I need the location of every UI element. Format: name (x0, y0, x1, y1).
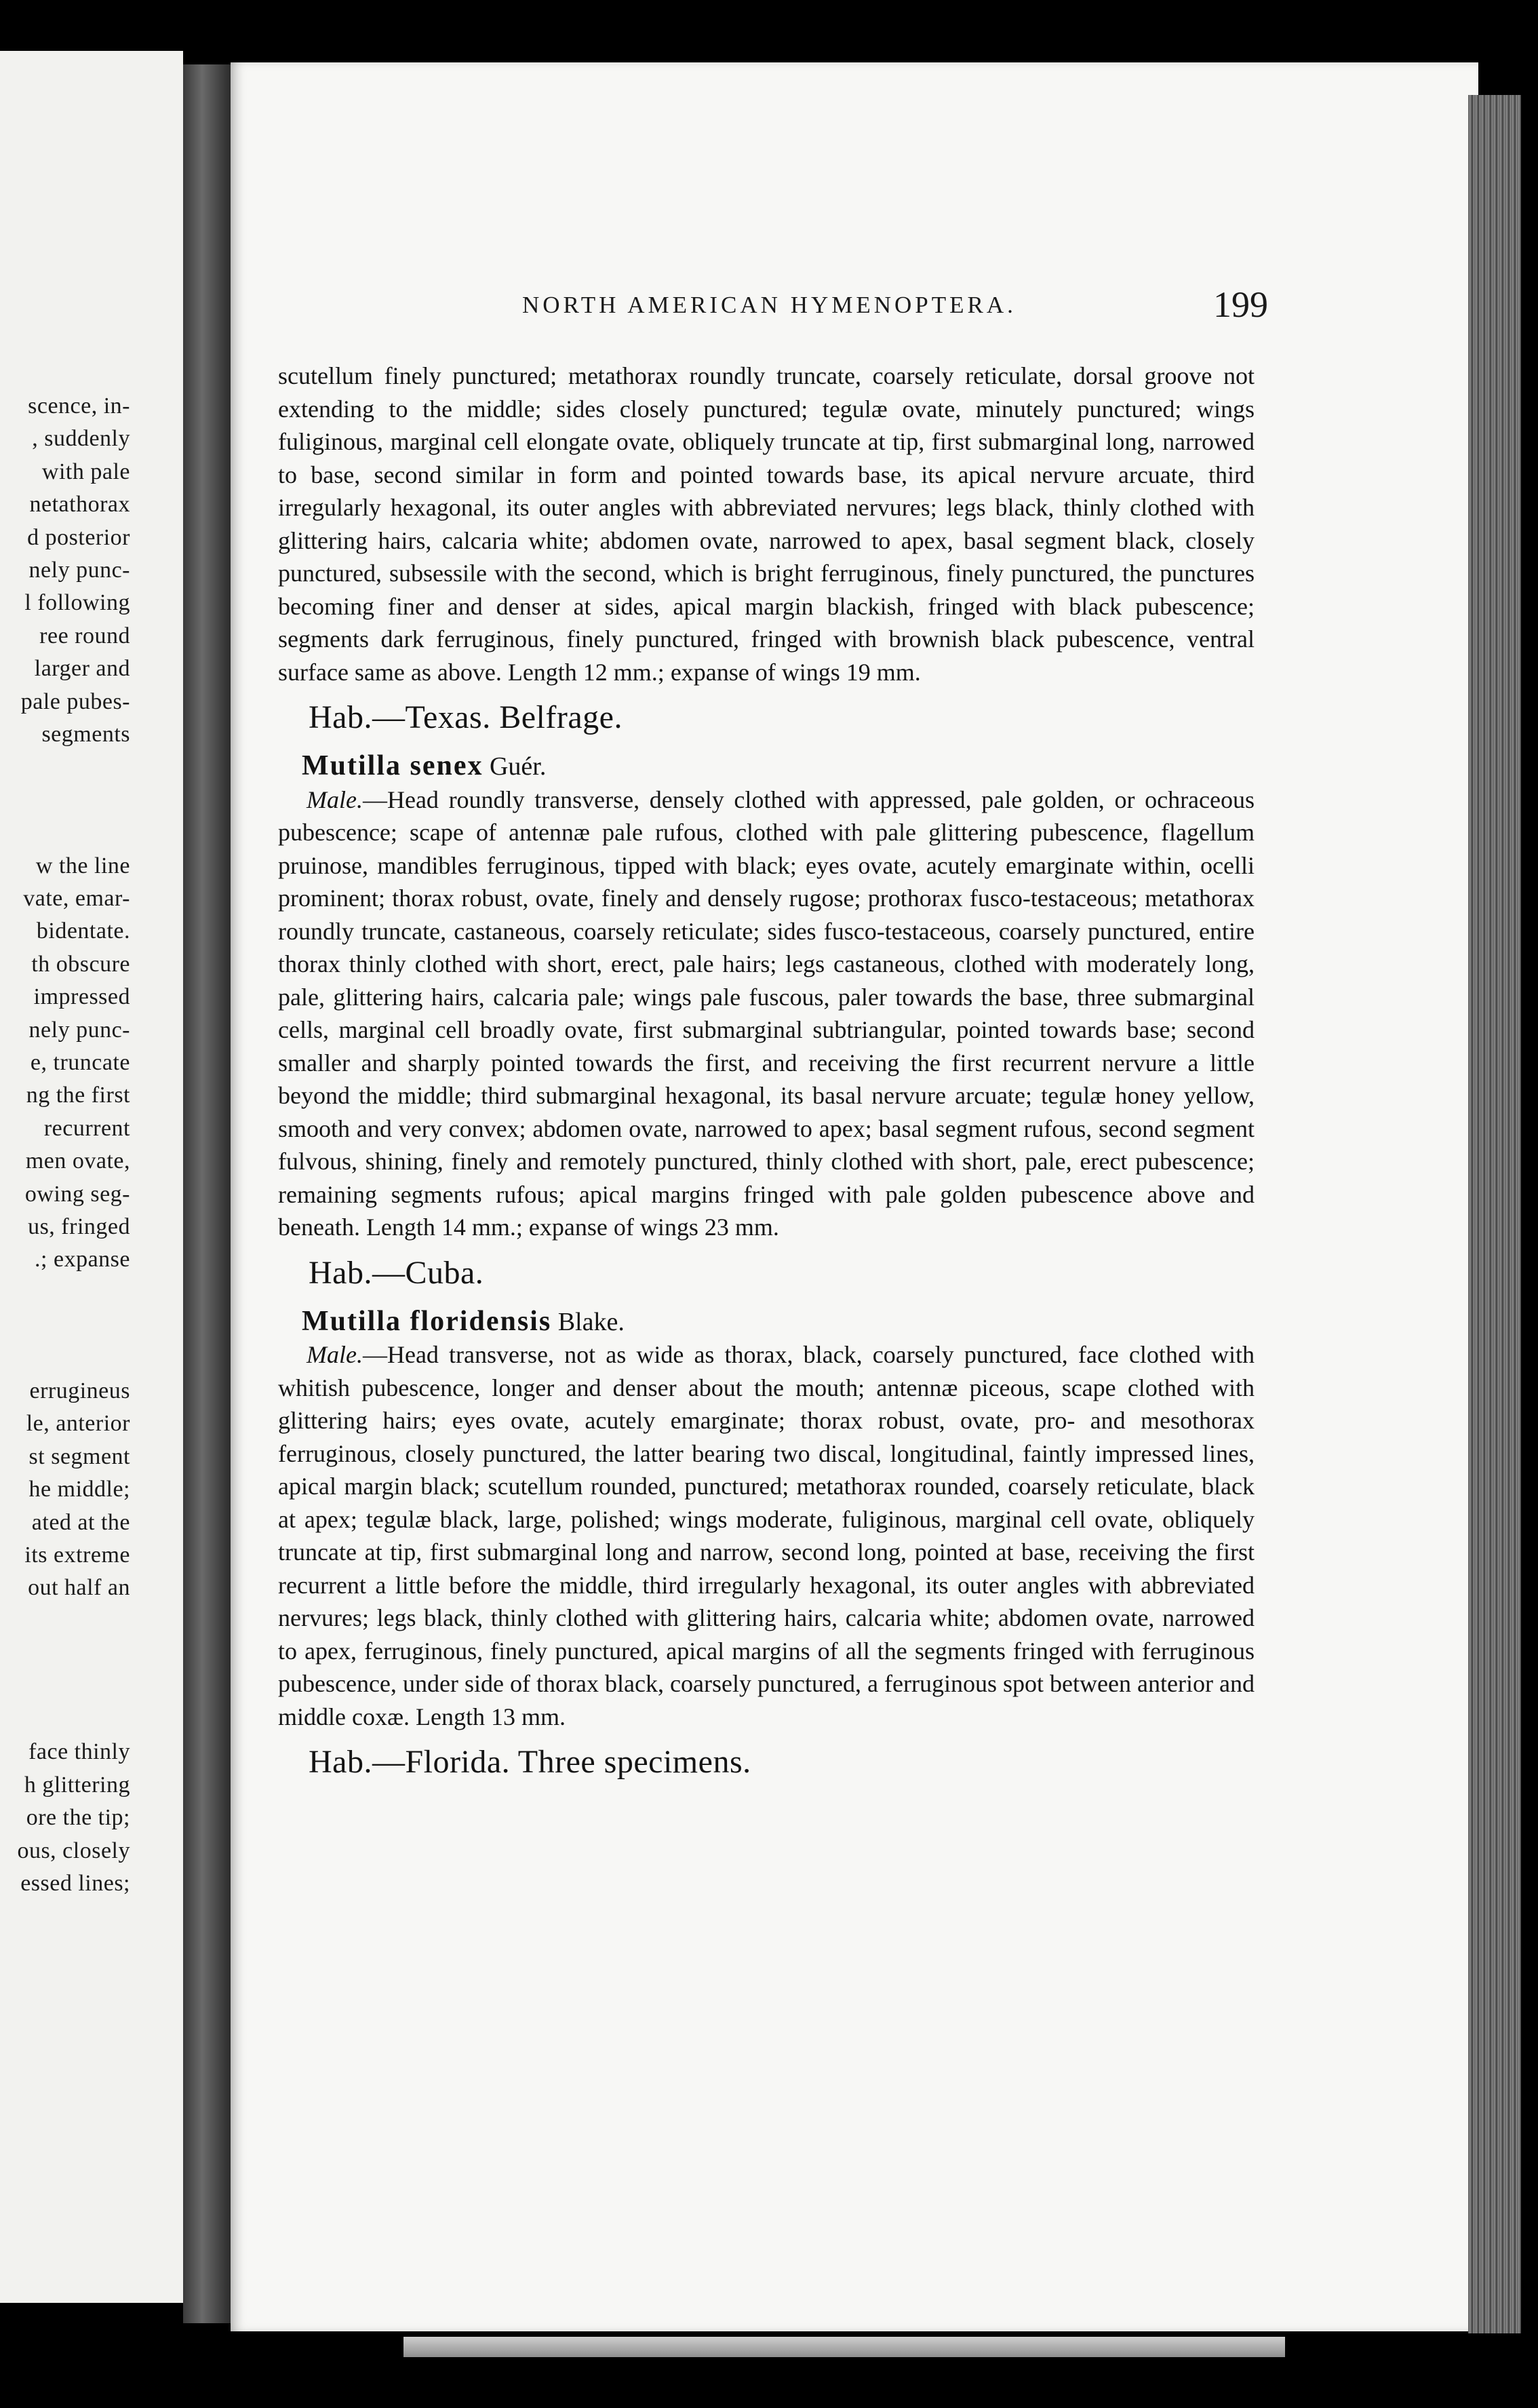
left-page-fragment: impressed (33, 984, 130, 1010)
gutter-shadow (183, 64, 231, 2323)
left-page-fragment: vate, emar- (23, 886, 130, 911)
left-page-fragment: men ovate, (25, 1148, 130, 1174)
left-page-fragment: its extreme (24, 1542, 130, 1568)
species-heading-senex (302, 750, 1255, 783)
species-description-senex (278, 783, 1255, 1244)
left-page-fragment: larger and (34, 656, 130, 682)
left-page-fragment: with pale (41, 459, 130, 484)
habitat-florida: Hab.—Florida. Three specimens. (309, 1744, 751, 1780)
left-page-fragment: .; expanse (35, 1247, 130, 1273)
left-page-fragment: netathorax (29, 492, 130, 518)
left-page-fragment: w the line (35, 853, 130, 878)
left-page-fragment: le, anterior (26, 1411, 130, 1437)
left-page-fragment: us, fringed (28, 1214, 130, 1239)
species-heading-floridensis (302, 1305, 1255, 1339)
sex-label: Male. (307, 785, 363, 813)
species-name: Mutilla floridensis (302, 1305, 552, 1337)
left-page-fragment: nely punc- (28, 1017, 130, 1043)
left-page-fragment: e, truncate (30, 1050, 130, 1075)
left-page-fragment: ree round (39, 623, 130, 648)
left-page-fragment: recurrent (43, 1115, 130, 1141)
continuation-paragraph: scutellum finely punctured; metathorax roundly truncate, coarsely reticulate, dorsal groove not extending to the middle; sides closely punctured; tegulæ ovate, minutely punctured; wings fuliginous, marginal cell elongate ovate, obliquely truncate at tip, first submarginal long, narrowed to base, second similar in form and pointed towards base, its apical nervure arcuate, third irregularly hexagonal, its outer angles with abbreviated nervures; legs black, thinly clothed with glittering hairs, calcaria white; abdomen ovate, narrowed to apex, basal segment black, closely punctured, subsessile with the second, which is bright ferruginous, finely punctured, the punctures becoming finer and denser at sides, apical margin blackish, fringed with black pubescence; segments dark ferruginous, finely punctured, fringed with brownish black pubescence, ventral surface same as above. Length 12 mm.; expanse of wings 19 mm. (278, 362, 1255, 686)
left-page-fragment: face thinly (28, 1739, 130, 1765)
left-page-fragment: , suddenly (32, 426, 130, 452)
species-author: Guér. (483, 752, 547, 781)
left-page-fragment: ore the tip; (26, 1805, 130, 1831)
page-edge (1468, 95, 1521, 2333)
left-page (0, 51, 183, 2303)
left-page-fragment: pale pubes- (20, 688, 130, 714)
left-page-fragment: out half an (28, 1575, 130, 1601)
running-head-title: NORTH AMERICAN HYMENOPTERA. (522, 292, 1017, 318)
habitat-cuba: Hab.—Cuba. (309, 1254, 484, 1291)
species-author: Blake. (551, 1307, 625, 1336)
left-page-fragment: ated at the (31, 1509, 130, 1535)
left-page-fragment: errugineus (29, 1378, 130, 1403)
left-page-fragment: th obscure (31, 951, 130, 977)
species-description-floridensis (278, 1338, 1255, 1733)
left-page-fragment: segments (41, 722, 130, 747)
sex-label: Male. (307, 1341, 363, 1368)
left-page-fragment: essed lines; (20, 1871, 130, 1896)
description-text: —Head transverse, not as wide as thorax, black, coarsely punctured, face clothed with whitish pubescence, longer and denser about the mouth; antennæ piceous, scape clothed with glittering hairs; eyes ovate, acutely emarginate; thorax robust, ovate, pro- and mesothorax ferruginous, closely punctured, the latter bearing two discal, longitudinal, faintly impressed lines, apical margin black; scutellum rounded, punctured; metathorax rounded, coarsely reticulate, black at apex; tegulæ black, large, polished; wings moderate, fuliginous, marginal cell ovate, obliquely truncate at tip, first submarginal long and narrow, second long, pointed at base, receiving the first recurrent a little before the middle, third irregularly hexagonal, its outer angles with abbreviated nervures; legs black, thinly clothed with glittering hairs, calcaria white; abdomen ovate, narrowed to apex, ferruginous, finely punctured, apical margins of all the segments fringed with ferruginous pubescence, under side of thorax black, coarsely punctured, a ferruginous spot between anterior and middle coxæ. Length 13 mm. (278, 1341, 1255, 1730)
page-number: 199 (1213, 284, 1268, 325)
left-page-fragment: d posterior (27, 524, 130, 550)
left-page-fragment: he middle; (28, 1477, 130, 1502)
habitat-texas: Hab.—Texas. Belfrage. (309, 699, 623, 735)
left-page-fragment: h glittering (24, 1772, 130, 1798)
bottom-strip (403, 2337, 1285, 2357)
left-page-fragment: ng the first (26, 1083, 130, 1108)
left-page-fragment: bidentate. (36, 918, 130, 944)
left-page-fragment: st segment (28, 1443, 130, 1469)
page-content (278, 360, 1255, 1791)
left-page-fragment: owing seg- (24, 1181, 130, 1207)
description-text: —Head roundly transverse, densely clothed with appressed, pale golden, or ochraceous pubescence; scape of antennæ pale rufous, clothed with pale glittering pubescence, flagellum pruinose, mandibles ferruginous, tipped with black; eyes ovate, acutely emarginate within, ocelli prominent; thorax robust, ovate, finely and densely rugose; prothorax fusco-testaceous; metathorax roundly truncate, castaneous, coarsely reticulate; sides fusco-testaceous, coarsely punctured, entire thorax thinly clothed with short, erect, pale hairs; legs castaneous, clothed with moderately long, pale, glittering hairs, calcaria pale; wings pale fuscous, paler towards the base, three submarginal cells, marginal cell broadly ovate, first submarginal subtriangular, pointed towards base; second smaller and sharply pointed towards the first, and receiving the first recurrent nervure a little beyond the middle; third submarginal hexagonal, its basal nervure arcuate; tegulæ honey yellow, smooth and very convex; abdomen ovate, narrowed to apex; basal segment rufous, second segment fulvous, shining, finely and remotely punctured, thinly clothed with short, pale, erect pubescence; remaining segments rufous; apical margins fringed with pale golden pubescence above and beneath. Length 14 mm.; expanse of wings 23 mm. (278, 785, 1255, 1241)
species-name: Mutilla senex (302, 750, 484, 781)
left-page-fragment: ous, closely (17, 1838, 130, 1863)
left-page-fragment: scence, in- (28, 393, 130, 419)
running-head (522, 284, 1268, 325)
left-page-fragment: l following (24, 590, 130, 616)
left-page-fragment: nely punc- (28, 558, 130, 583)
